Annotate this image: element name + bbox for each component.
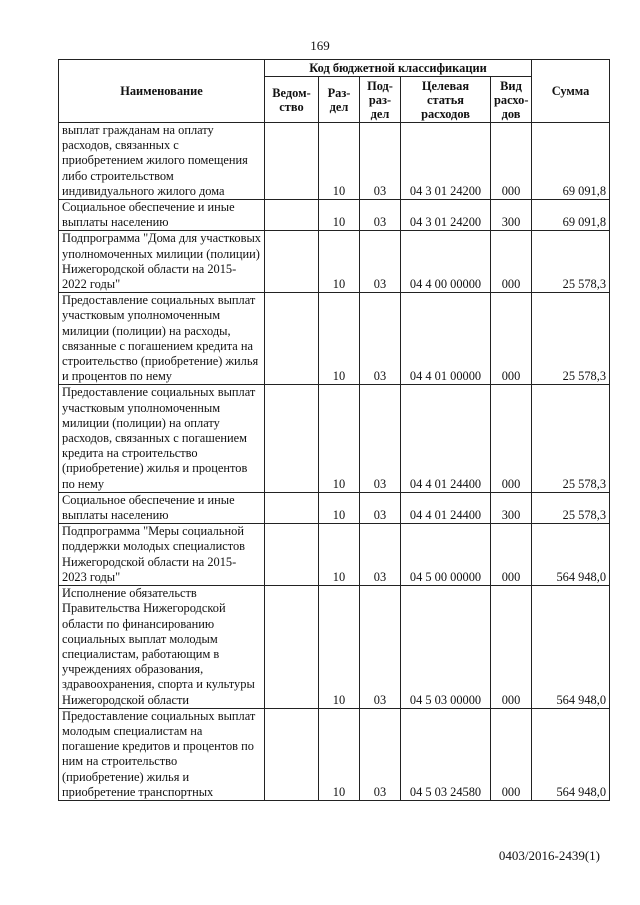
table-row bbox=[59, 231, 610, 293]
row-name: Социальное обеспечение и иные выплаты населению bbox=[59, 200, 265, 231]
table-row bbox=[59, 708, 610, 800]
table-row bbox=[59, 586, 610, 709]
row-name: Социальное обеспечение и иные выплаты населению bbox=[59, 492, 265, 523]
row-vedomstvo bbox=[265, 231, 319, 293]
row-name: Предоставление социальных выплат молодым специалистам на погашение кредитов и процентов по ним на строительство (приобретение) жилья и приобретение транспортных bbox=[59, 708, 265, 800]
table-row bbox=[59, 492, 610, 523]
row-razdel: 10 bbox=[319, 231, 360, 293]
row-vid: 000 bbox=[491, 293, 532, 385]
table-row bbox=[59, 200, 610, 231]
row-vid: 000 bbox=[491, 231, 532, 293]
page-number: 169 bbox=[310, 38, 330, 53]
row-target: 04 5 00 00000 bbox=[401, 524, 491, 586]
row-target: 04 3 01 24200 bbox=[401, 123, 491, 200]
row-vid: 000 bbox=[491, 586, 532, 709]
header-code-group: Код бюджетной классификации bbox=[265, 60, 532, 77]
header-podrazdel: Под-раз-дел bbox=[360, 77, 401, 123]
table-row bbox=[59, 385, 610, 492]
header-vedomstvo: Ведом-ство bbox=[265, 77, 319, 123]
row-vedomstvo bbox=[265, 492, 319, 523]
row-podrazdel: 03 bbox=[360, 293, 401, 385]
row-vedomstvo bbox=[265, 385, 319, 492]
table-header bbox=[59, 60, 610, 123]
row-target: 04 3 01 24200 bbox=[401, 200, 491, 231]
row-sum: 25 578,3 bbox=[532, 231, 610, 293]
table-row bbox=[59, 123, 610, 200]
row-target: 04 4 01 00000 bbox=[401, 293, 491, 385]
row-vid: 000 bbox=[491, 385, 532, 492]
row-name: Предоставление социальных выплат участковым уполномоченным милиции (полиции) на расходы, связанные с погашением кредита на строительство (приобретение) жилья и процентов по нему bbox=[59, 293, 265, 385]
row-vedomstvo bbox=[265, 524, 319, 586]
header-sum: Сумма bbox=[532, 60, 610, 123]
header-name: Наименование bbox=[59, 60, 265, 123]
row-vid: 300 bbox=[491, 200, 532, 231]
row-razdel: 10 bbox=[319, 293, 360, 385]
row-podrazdel: 03 bbox=[360, 708, 401, 800]
row-razdel: 10 bbox=[319, 123, 360, 200]
row-target: 04 4 01 24400 bbox=[401, 385, 491, 492]
row-target: 04 4 01 24400 bbox=[401, 492, 491, 523]
row-sum: 564 948,0 bbox=[532, 708, 610, 800]
row-vedomstvo bbox=[265, 200, 319, 231]
row-razdel: 10 bbox=[319, 200, 360, 231]
row-podrazdel: 03 bbox=[360, 492, 401, 523]
row-vid: 000 bbox=[491, 524, 532, 586]
row-name: Подпрограмма "Меры социальной поддержки молодых специалистов Нижегородской области на 2015-2023 годы" bbox=[59, 524, 265, 586]
row-vid: 000 bbox=[491, 708, 532, 800]
row-name: выплат гражданам на оплату расходов, связанных с приобретением жилого помещения либо строительством индивидуального жилого дома bbox=[59, 123, 265, 200]
row-razdel: 10 bbox=[319, 586, 360, 709]
row-name: Исполнение обязательств Правительства Нижегородской области по финансированию социальных выплат молодым специалистам, работающим в учреждениях образования, здравоохранения, спорта и культуры Нижегородской области bbox=[59, 586, 265, 709]
row-razdel: 10 bbox=[319, 385, 360, 492]
row-vid: 300 bbox=[491, 492, 532, 523]
row-vid: 000 bbox=[491, 123, 532, 200]
row-sum: 25 578,3 bbox=[532, 492, 610, 523]
row-vedomstvo bbox=[265, 293, 319, 385]
row-razdel: 10 bbox=[319, 524, 360, 586]
row-podrazdel: 03 bbox=[360, 231, 401, 293]
row-podrazdel: 03 bbox=[360, 524, 401, 586]
header-vid: Вид расхо-дов bbox=[491, 77, 532, 123]
row-sum: 25 578,3 bbox=[532, 293, 610, 385]
row-target: 04 5 03 00000 bbox=[401, 586, 491, 709]
table-row bbox=[59, 524, 610, 586]
row-podrazdel: 03 bbox=[360, 200, 401, 231]
budget-table bbox=[58, 59, 610, 801]
row-vedomstvo bbox=[265, 708, 319, 800]
row-podrazdel: 03 bbox=[360, 385, 401, 492]
table-row bbox=[59, 293, 610, 385]
document-code: 0403/2016-2439(1) bbox=[498, 848, 600, 863]
row-sum: 564 948,0 bbox=[532, 524, 610, 586]
row-razdel: 10 bbox=[319, 708, 360, 800]
row-sum: 69 091,8 bbox=[532, 123, 610, 200]
row-name: Подпрограмма "Дома для участковых уполномоченных милиции (полиции) Нижегородской области на 2015-2022 годы" bbox=[59, 231, 265, 293]
row-sum: 564 948,0 bbox=[532, 586, 610, 709]
row-vedomstvo bbox=[265, 586, 319, 709]
row-name: Предоставление социальных выплат участковым уполномоченным милиции (полиции) на оплату расходов, связанных с погашением кредита на строительство (приобретение) жилья и процентов по нему bbox=[59, 385, 265, 492]
row-sum: 69 091,8 bbox=[532, 200, 610, 231]
row-sum: 25 578,3 bbox=[532, 385, 610, 492]
row-podrazdel: 03 bbox=[360, 586, 401, 709]
header-razdel: Раз-дел bbox=[319, 77, 360, 123]
row-razdel: 10 bbox=[319, 492, 360, 523]
header-target: Целевая статья расходов bbox=[401, 77, 491, 123]
row-podrazdel: 03 bbox=[360, 123, 401, 200]
row-vedomstvo bbox=[265, 123, 319, 200]
table-body bbox=[59, 123, 610, 801]
row-target: 04 5 03 24580 bbox=[401, 708, 491, 800]
row-target: 04 4 00 00000 bbox=[401, 231, 491, 293]
